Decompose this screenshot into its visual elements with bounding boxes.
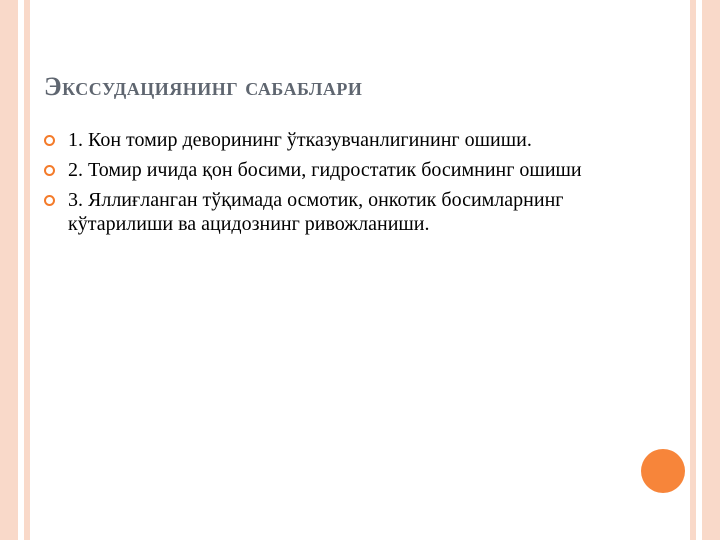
- bullet-circle-icon: [44, 165, 55, 176]
- slide-title-text: Экссудациянинг сабаблари: [44, 72, 363, 101]
- bullet-item: [44, 128, 624, 152]
- bullet-text: 2. Томир ичида қон босими, гидростатик босимнинг ошиши: [68, 159, 582, 181]
- bullet-text: 1. Кон томир деворининг ўтказувчанлигининг ошиши.: [68, 129, 532, 151]
- bullet-item: [44, 188, 624, 236]
- left-border-line: [24, 0, 30, 540]
- bullet-list: [44, 128, 624, 242]
- left-border-bar: [0, 0, 18, 540]
- bullet-circle-icon: [44, 195, 55, 206]
- bullet-item: [44, 158, 624, 182]
- bullet-circle-icon: [44, 135, 55, 146]
- right-border-bar: [702, 0, 720, 540]
- bullet-text: 3. Яллиғланган тўқимада осмотик, онкотик босимларнинг кўтарилиши ва ацидознинг ривожланиши.: [68, 189, 564, 235]
- decorative-orange-circle-icon: [641, 449, 685, 493]
- slide-title: [44, 72, 362, 102]
- right-border-line: [690, 0, 696, 540]
